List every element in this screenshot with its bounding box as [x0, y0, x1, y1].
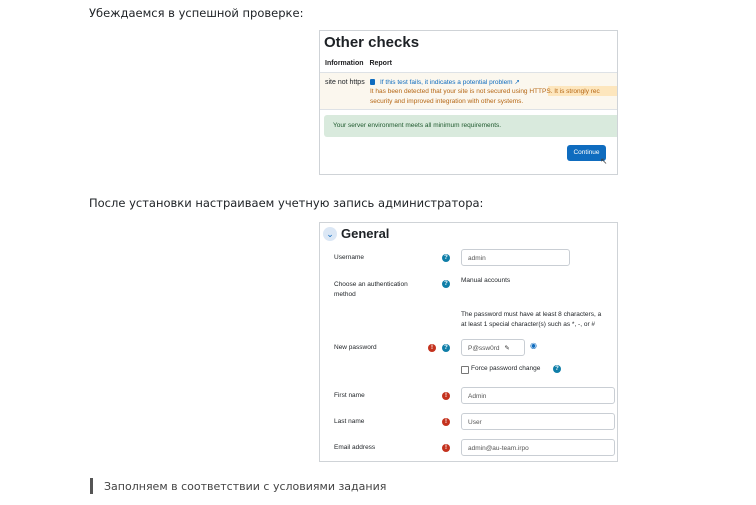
general-section-title: General [341, 226, 390, 241]
success-alert [324, 115, 618, 137]
eye-icon[interactable]: ◉ [530, 341, 537, 350]
last-name-input[interactable]: User [461, 413, 615, 430]
email-label: Email address [334, 444, 376, 451]
auth-method-value[interactable]: Manual accounts [461, 277, 511, 284]
username-input[interactable]: admin [461, 249, 570, 266]
last-name-label: Last name [334, 418, 365, 425]
row-information: site not https [325, 79, 365, 86]
table-row [320, 72, 618, 110]
auth-method-label-2: method [334, 291, 356, 298]
quote-bar [90, 478, 93, 494]
required-icon: ! [428, 344, 436, 352]
force-password-change-label: Force password change [471, 365, 541, 372]
help-icon[interactable]: ? [442, 280, 450, 288]
col-information: Information [325, 60, 364, 67]
continue-button[interactable]: Continue [567, 145, 606, 161]
password-policy-line-1: The password must have at least 8 characters, a [461, 311, 602, 318]
docs-link-text[interactable]: If this test fails, it indicates a potential problem [380, 79, 513, 86]
success-message: Your server environment meets all minimum requirements. [333, 122, 502, 129]
admin-setup-paragraph: После установки настраиваем учетную запись администратора: [89, 196, 484, 210]
force-password-change-checkbox[interactable] [461, 366, 469, 374]
other-checks-title: Other checks [324, 34, 420, 51]
required-icon: ! [442, 444, 450, 452]
required-icon: ! [442, 418, 450, 426]
cursor-icon: ↖ [600, 156, 608, 166]
table-header [325, 60, 392, 67]
username-label: Username [334, 254, 364, 261]
first-name-input[interactable]: Admin [461, 387, 615, 404]
warning-line-2: security and improved integration with other systems. [370, 98, 524, 105]
chevron-down-icon[interactable]: ⌄ [323, 227, 337, 241]
help-icon[interactable]: ? [553, 365, 561, 373]
first-name-label: First name [334, 392, 365, 399]
new-password-input[interactable] [461, 339, 525, 356]
email-input[interactable]: admin@au-team.irpo [461, 439, 615, 456]
external-link-icon: ↗ [512, 79, 520, 86]
general-form-screenshot [319, 222, 618, 462]
docs-link[interactable] [370, 78, 520, 86]
other-checks-screenshot [319, 30, 618, 175]
help-icon[interactable]: ? [442, 254, 450, 262]
intro-paragraph: Убеждаемся в успешной проверке: [89, 6, 304, 20]
new-password-label: New password [334, 344, 377, 351]
pencil-icon[interactable]: ✎ [504, 345, 510, 352]
new-password-value: P@ssw0rd [468, 345, 500, 352]
help-icon[interactable]: ? [442, 344, 450, 352]
col-report: Report [369, 60, 393, 67]
auth-method-label-1: Choose an authentication [334, 281, 408, 288]
warning-line-1: It has been detected that your site is not secured using HTTPS. It is strongly rec [370, 88, 600, 95]
quote-text: Заполняем в соответствии с условиями задания [104, 480, 387, 493]
required-icon: ! [442, 392, 450, 400]
document-icon [370, 79, 375, 85]
password-policy-line-2: at least 1 special character(s) such as *, -, or # [461, 321, 596, 328]
